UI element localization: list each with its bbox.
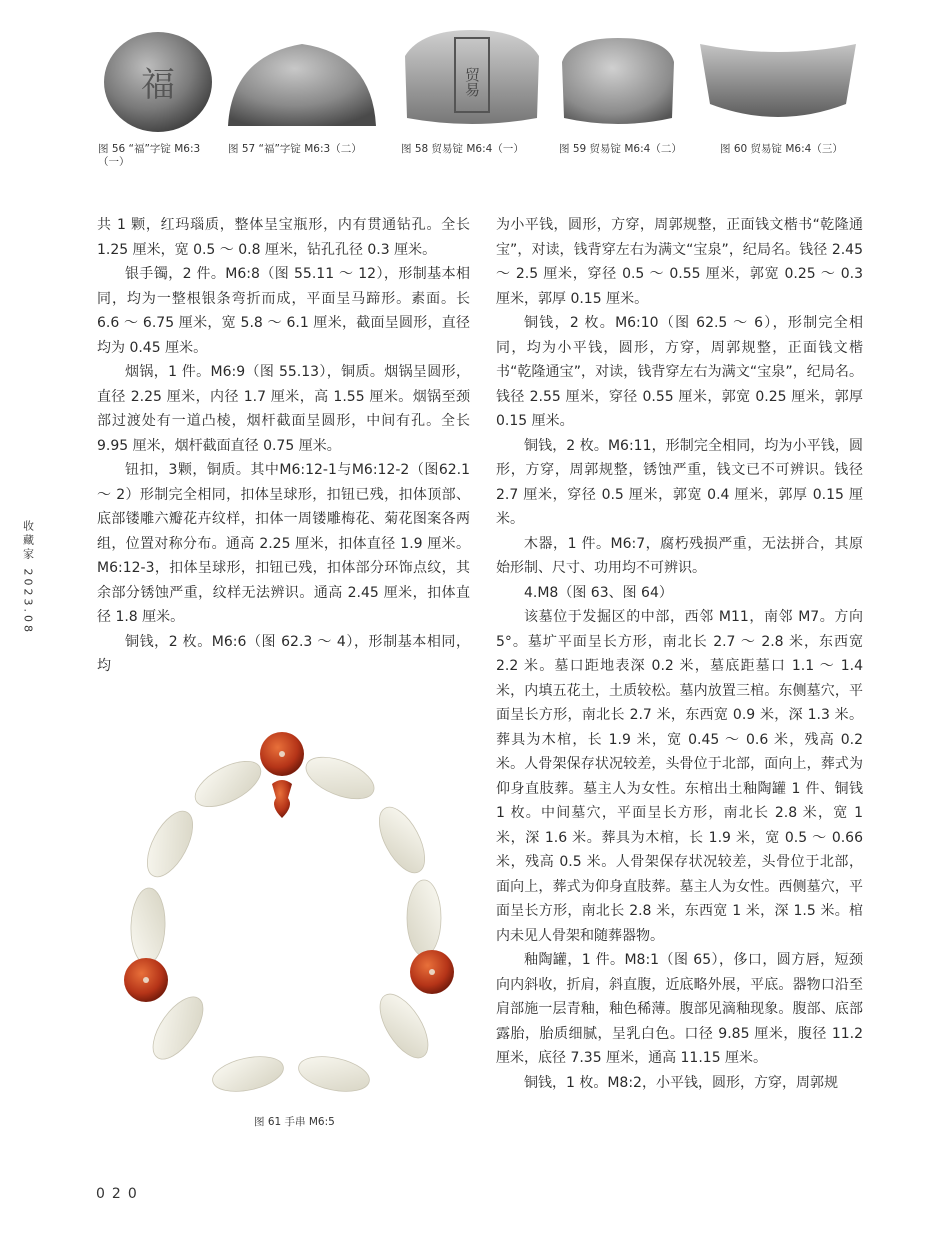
ingot-photo-56 bbox=[98, 26, 218, 136]
paragraph: 为小平钱，圆形，方穿，周郭规整，正面钱文楷书“乾隆通宝”，对读，钱背穿左右为满文“宝泉”，纪局名。钱径 2.45 ～ 2.5 厘米，穿径 0.5 ～ 0.55 厘米，郭宽 0.25 ～ 0.3 厘米，郭厚 0.15 厘米。 bbox=[496, 217, 863, 307]
paragraph: 烟锅，1 件。M6:9（图 55.13），铜质。烟锅呈圆形，直径 2.25 厘米，内径 1.7 厘米，高 1.55 厘米。烟锅至颈部过渡处有一道凸棱，烟杆截面呈圆形，中间有孔。全长 9.95 厘米，烟杆截面直径 0.75 厘米。 bbox=[97, 364, 470, 454]
paragraph: 共 1 颗，红玛瑙质，整体呈宝瓶形，内有贯通钻孔。全长 1.25 厘米，宽 0.5 ～ 0.8 厘米，钻孔孔径 0.3 厘米。 bbox=[97, 217, 470, 258]
paragraph: 铜钱，2 枚。M6:6（图 62.3 ～ 4），形制基本相同，均 bbox=[97, 633, 470, 674]
page-number: 020 bbox=[96, 1186, 144, 1202]
paragraph: 银手镯，2 件。M6:8（图 55.11 ～ 12），形制基本相同，均为一整根银条弯折而成，平面呈马蹄形。素面。长 6.6 ～ 6.75 厘米，宽 5.8 ～ 6.1 厘米，截面呈圆形，直径均为 0.45 厘米。 bbox=[97, 266, 470, 356]
paragraph: 钮扣，3颗，铜质。其中M6:12-1与M6:12-2（图62.1 ～ 2）形制完全相同，扣体呈球形，扣钮已残，扣体顶部、底部镂雕六瓣花卉纹样，扣体一周镂雕梅花、菊花图案各两组，位置对称分布。通高 2.25 厘米，扣体直径 1.9 厘米。M6:12-3，扣体呈球形，扣钮已残，扣体部分环饰点纹，其余部分锈蚀严重，纹样无法辨识。通高 2.45 厘米，扣体直径 1.8 厘米。 bbox=[97, 462, 470, 625]
bracelet-photo bbox=[118, 726, 468, 1096]
paragraph: 铜钱，2 枚。M6:10（图 62.5 ～ 6），形制完全相同，均为小平钱，圆形，方穿，周郭规整，正面钱文楷书“乾隆通宝”，对读，钱背穿左右为满文“宝泉”，纪局名。钱径 2.55 厘米，穿径 0.55 厘米，郭宽 0.25 厘米，郭厚 0.15 厘米。 bbox=[496, 315, 863, 429]
section-heading: 4.M8（图 63、图 64） bbox=[524, 584, 673, 601]
ingot-photo-60 bbox=[696, 34, 860, 130]
right-text-column bbox=[496, 213, 863, 1095]
journal-sidebar bbox=[20, 520, 36, 635]
ingot-photo-59 bbox=[556, 32, 680, 132]
paragraph: 铜钱，1 枚。M8:2，小平钱，圆形，方穿，周郭规 bbox=[524, 1074, 838, 1091]
sidebar-text: 收藏家 2023.08 bbox=[21, 520, 35, 635]
ingot-mark-trade: 贸易 bbox=[463, 67, 481, 97]
paragraph: 铜钱，2 枚。M6:11，形制完全相同，均为小平钱，圆形，方穿，周郭规整，锈蚀严重，钱文已不可辨识。钱径 2.7 厘米，穿径 0.5 厘米，郭宽 0.4 厘米，郭厚 0.15 厘米。 bbox=[496, 437, 863, 527]
paragraph: 木器，1 件。M6:7，腐朽残损严重，无法拼合，其原始形制、尺寸、功用均不可辨识。 bbox=[496, 535, 863, 576]
paragraph: 该墓位于发掘区的中部，西邻 M11，南邻 M7。方向 5°。墓圹平面呈长方形，南北长 2.7 ～ 2.8 米，东西宽 2.2 米。墓口距地表深 0.2 米，墓底距墓口 1.1 ～ 1.4 米，内填五花土，土质较松。墓内放置三棺。东侧墓穴，平面呈长方形，南北长 2.7 米，东西宽 0.9 米，深 1.3 米。葬具为木棺，长 1.9 米，宽 0.45 ～ 0.6 米，残高 0.2 米。人骨架保存状况较差，头骨位于北部，面向上，葬式为仰身直肢葬。墓主人为女性。东棺出土釉陶罐 1 件、铜钱 1 枚。中间墓穴，平面呈长方形，南北长 2.8 米，宽 1 米，深 1.6 米。葬具为木棺，长 1.9 米，宽 0.5 ～ 0.66 米，残高 0.5 米。人骨架保存状况较差，头骨位于北部，面向上，葬式为仰身直肢葬。墓主人为女性。西侧墓穴，平面呈长方形，南北长 2.8 米，东西宽 1 米，深 1.5 米。棺内未见人骨架和随葬器物。 bbox=[496, 609, 863, 944]
ingot-photo-57 bbox=[222, 36, 380, 132]
figure-61-caption: 图 61 手串 M6:5 bbox=[254, 1116, 335, 1128]
figure-56-caption: 图 56 “福”字锭 M6:3（一） bbox=[98, 143, 201, 168]
left-text-column bbox=[97, 213, 470, 679]
ingot-mark-fu: 福 bbox=[141, 65, 175, 105]
figure-57-caption: 图 57 “福”字锭 M6:3（二） bbox=[228, 143, 362, 155]
paragraph: 釉陶罐，1 件。M8:1（图 65），侈口，圆方唇，短颈向内斜收，折肩，斜直腹，近底略外展，平底。器物口沿至肩部施一层青釉，釉色稀薄。腹部见滴釉现象。腹部、底部露胎，胎质细腻，呈乳白色。口径 9.85 厘米，腹径 11.2 厘米，底径 7.35 厘米，通高 11.15 厘米。 bbox=[496, 952, 863, 1066]
figure-59-caption: 图 59 贸易锭 M6:4（二） bbox=[559, 143, 682, 155]
figure-60-caption: 图 60 贸易锭 M6:4（三） bbox=[720, 143, 843, 155]
ingot-photo-58 bbox=[401, 26, 543, 130]
figure-58-caption: 图 58 贸易锭 M6:4（一） bbox=[401, 143, 524, 155]
